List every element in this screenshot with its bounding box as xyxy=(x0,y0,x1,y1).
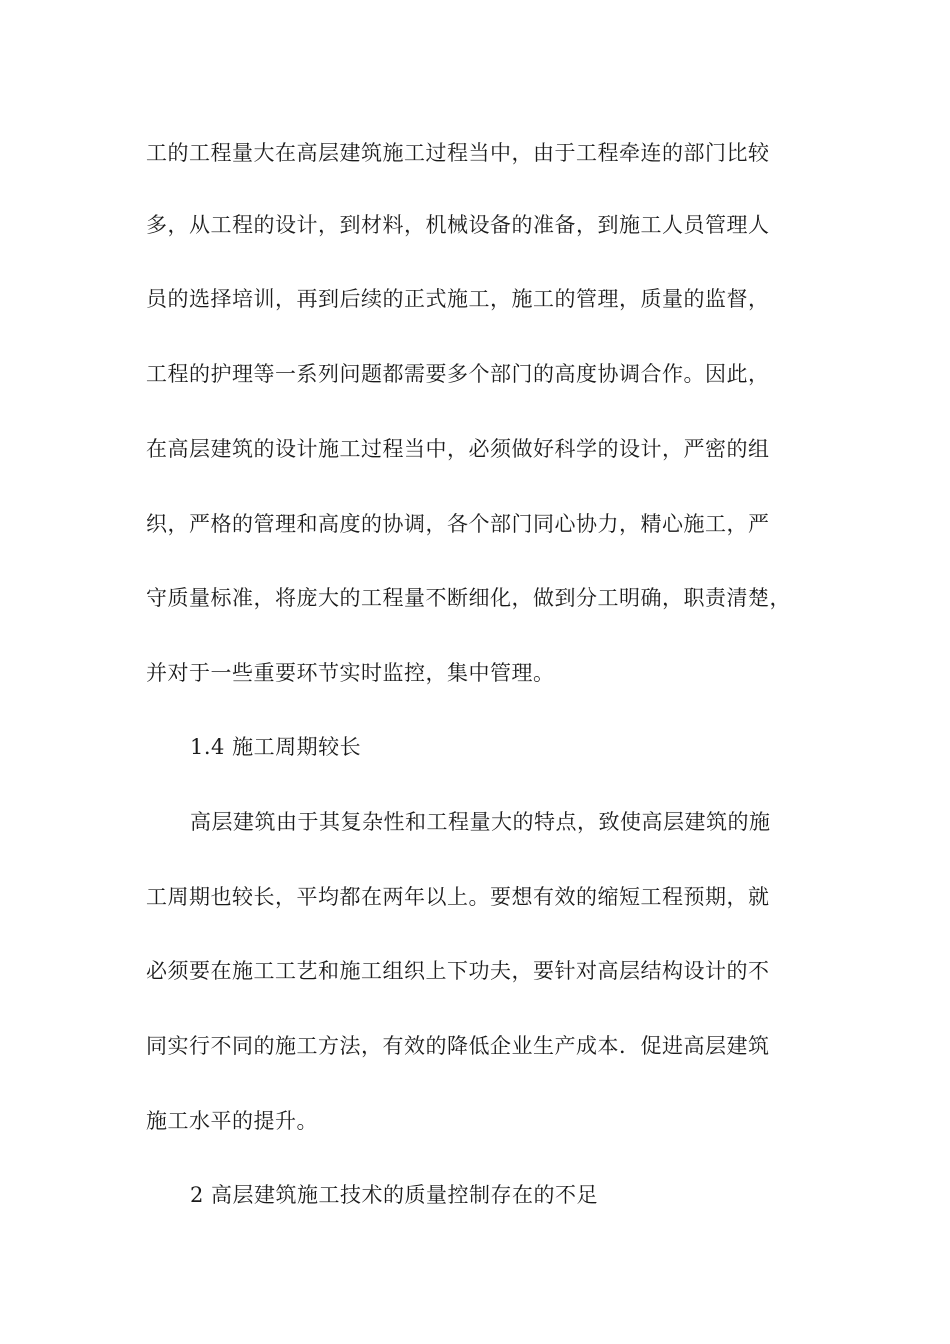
section-heading-1-4: 1.4 施工周期较长 xyxy=(190,735,362,759)
text-line: 织，严格的管理和高度的协调，各个部门同心协力，精心施工，严 xyxy=(146,512,770,536)
text-line: 在高层建筑的设计施工过程当中，必须做好科学的设计，严密的组 xyxy=(146,437,770,461)
text-line: 工的工程量大在高层建筑施工过程当中，由于工程牵连的部门比较 xyxy=(146,141,770,165)
text-line: 高层建筑由于其复杂性和工程量大的特点，致使高层建筑的施 xyxy=(190,810,771,834)
text-line: 多，从工程的设计，到材料，机械设备的准备，到施工人员管理人 xyxy=(146,213,770,237)
text-line: 守质量标准，将庞大的工程量不断细化，做到分工明确，职责清楚， xyxy=(146,586,791,610)
text-line: 并对于一些重要环节实时监控，集中管理。 xyxy=(146,661,555,685)
text-line: 同实行不同的施工方法，有效的降低企业生产成本．促进高层建筑 xyxy=(146,1034,770,1058)
text-line: 工周期也较长，平均都在两年以上。要想有效的缩短工程预期，就 xyxy=(146,885,770,909)
text-line: 员的选择培训，再到后续的正式施工，施工的管理，质量的监督， xyxy=(146,287,770,311)
text-line: 工程的护理等一系列问题都需要多个部门的高度协调合作。因此， xyxy=(146,362,770,386)
text-line: 必须要在施工工艺和施工组织上下功夫，要针对高层结构设计的不 xyxy=(146,959,770,983)
section-heading-2: 2 高层建筑施工技术的质量控制存在的不足 xyxy=(190,1183,599,1207)
text-line: 施工水平的提升。 xyxy=(146,1109,318,1133)
